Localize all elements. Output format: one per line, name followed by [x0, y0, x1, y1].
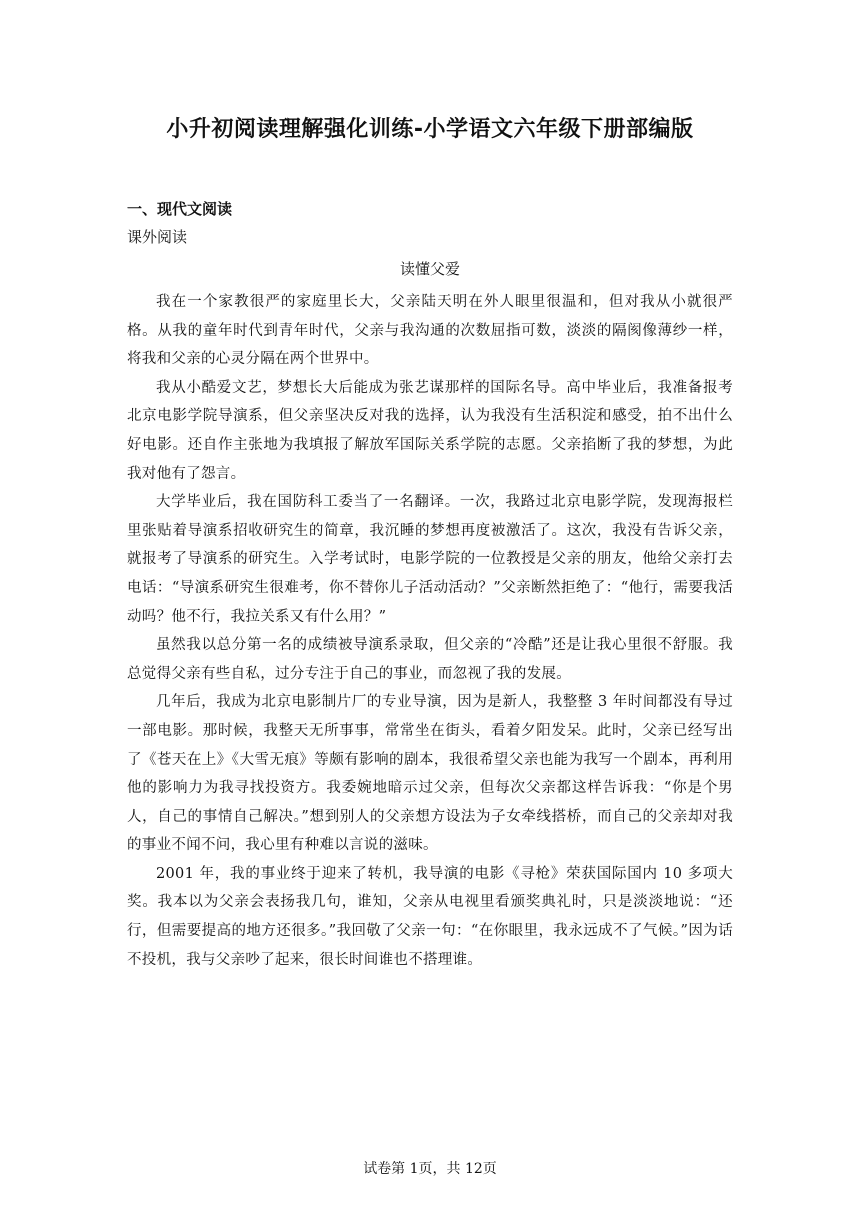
- paragraph: 我在一个家教很严的家庭里长大，父亲陆天明在外人眼里很温和，但对我从小就很严格。从我的童年时代到青年时代，父亲与我沟通的次数屈指可数，淡淡的隔阂像薄纱一样，将我和父亲的心灵分隔在两个世界中。: [127, 294, 733, 368]
- article-body: [127, 288, 733, 974]
- article-title: 读懂父爱: [399, 260, 460, 278]
- paragraph: 虽然我以总分第一名的成绩被导演系录取，但父亲的“冷酷”还是让我心里很不舒服。我总觉得父亲有些自私，过分专注于自己的事业，而忽视了我的发展。: [127, 637, 733, 682]
- paragraph: 大学毕业后，我在国防科工委当了一名翻译。一次，我路过北京电影学院，发现海报栏里张贴着导演系招收研究生的简章，我沉睡的梦想再度被激活了。这次，我没有告诉父亲，就报考了导演系的研究生。入学考试时，电影学院的一位教授是父亲的朋友，他给父亲打去电话：“导演系研究生很难考，你不替你儿子活动活动？”父亲断然拒绝了：“他行，需要我活动吗？他不行，我拉关系又有什么用？”: [127, 494, 733, 625]
- subheading: 课外阅读: [127, 228, 188, 246]
- paragraph: 我从小酷爱文艺，梦想长大后能成为张艺谋那样的国际名导。高中毕业后，我准备报考北京电影学院导演系，但父亲坚决反对我的选择，认为我没有生活积淀和感受，拍不出什么好电影。还自作主张地为我填报了解放军国际关系学院的志愿。父亲掐断了我的梦想，为此我对他有了怨言。: [127, 379, 733, 482]
- document-title: 小升初阅读理解强化训练-小学语文六年级下册部编版: [166, 117, 694, 142]
- paragraph: 几年后，我成为北京电影制片厂的专业导演，因为是新人，我整整 3 年时间都没有导过一部电影。那时候，我整天无所事事，常常坐在街头，看着夕阳发呆。此时，父亲已经写出了《苍天在上》《大雪无痕》等颇有影响的剧本，我很希望父亲也能为我写一个剧本，再利用他的影响力为我寻找投资方。我委婉地暗示过父亲，但每次父亲都这样告诉我：“你是个男人，自己的事情自己解决。”想到别人的父亲想方设法为子女牵线搭桥，而自己的父亲却对我的事业不闻不问，我心里有种难以言说的滋味。: [127, 694, 733, 854]
- paragraph: 2001 年，我的事业终于迎来了转机，我导演的电影《寻枪》荣获国际国内 10 多项大奖。我本以为父亲会表扬我几句，谁知，父亲从电视里看颁奖典礼时，只是淡淡地说：“还行，但需要提高的地方还很多。”我回敬了父亲一句：“在你眼里，我永远成不了气候。”因为话不投机，我与父亲吵了起来，很长时间谁也不搭理谁。: [127, 865, 733, 968]
- section-heading: 一、现代文阅读: [127, 200, 233, 218]
- page-footer: 试卷第 1页，共 12页: [363, 1161, 497, 1177]
